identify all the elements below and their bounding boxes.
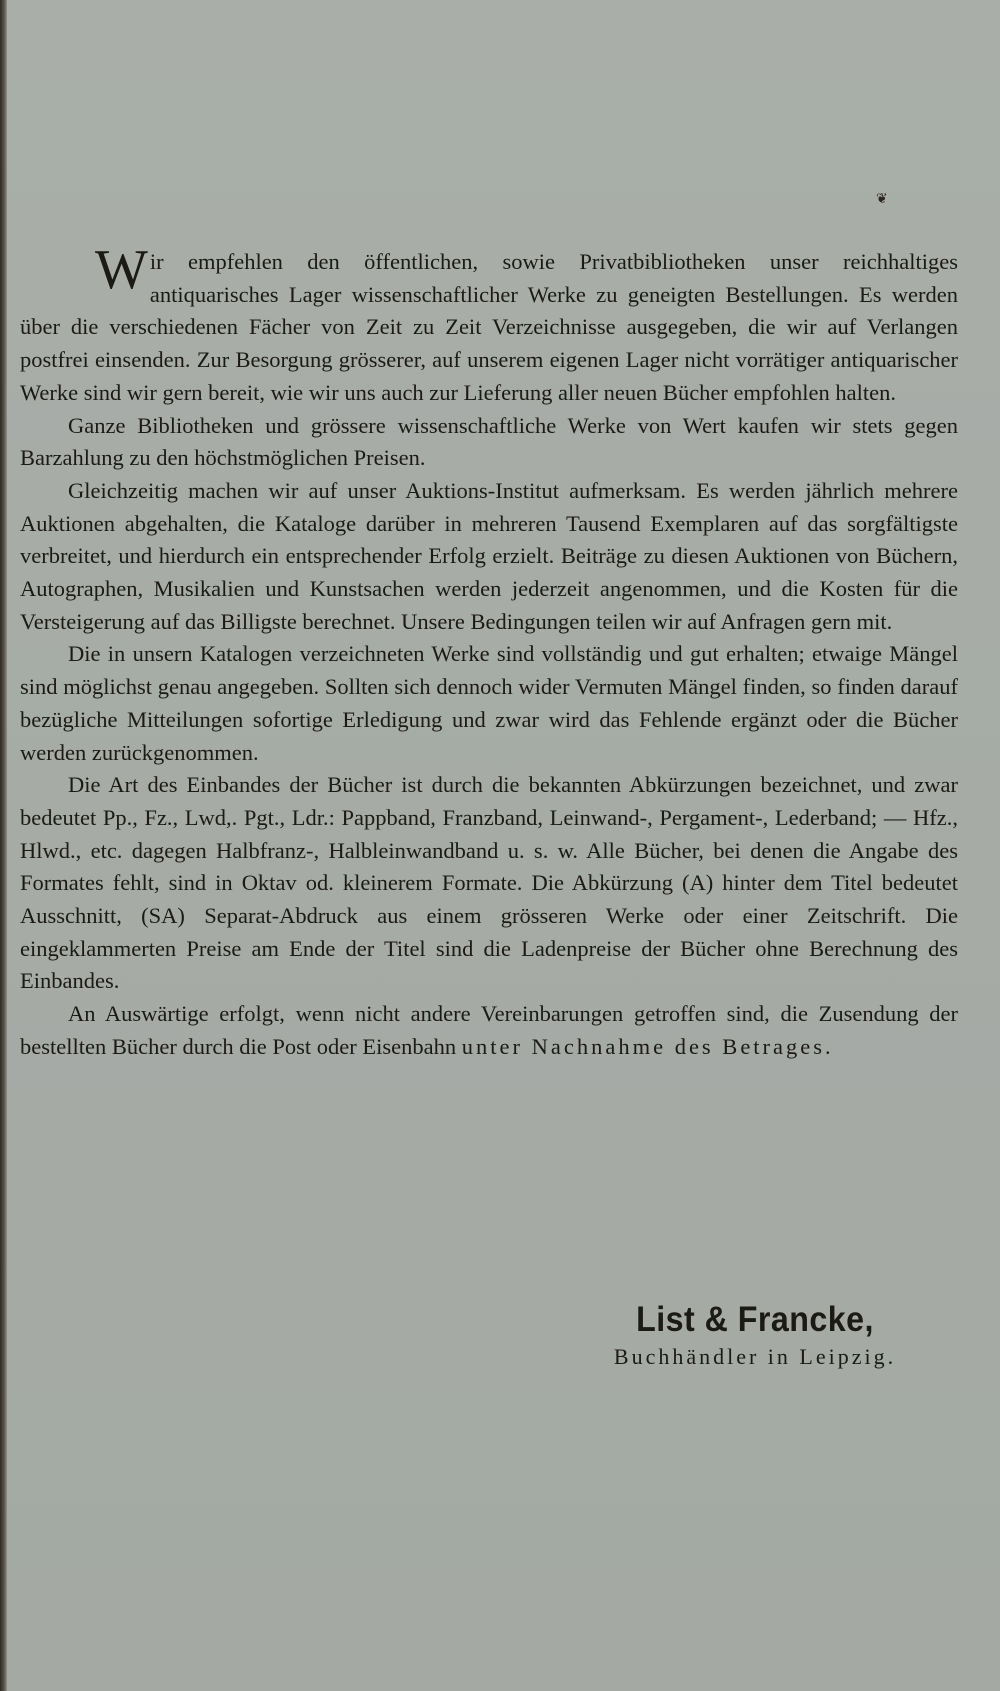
paragraph-6-text: An Auswärtige erfolgt, wenn nicht andere Vereinbarungen getroffen sind, die Zusendung der bestellten Bücher durch die Post oder Eisenbahn	[20, 1001, 958, 1059]
paragraph-3: Gleichzeitig machen wir auf unser Auktions-Institut aufmerksam. Es werden jährlich mehrere Auktionen abgehalten, die Kataloge darüber in mehreren Tausend Exemplaren auf das sorgfältigste verbreitet, und hierdurch ein entsprechender Erfolg erzielt. Beiträge zu diesen Auktionen von Büchern, Autographen, Musikalien und Kunstsachen werden jederzeit angenommen, und die Kosten für die Versteigerung auf das Billigste berechnet. Unsere Bedingungen teilen wir auf Anfragen gern mit.	[20, 477, 958, 634]
paragraph-1	[20, 239, 958, 410]
paragraph-4: Die in unsern Katalogen verzeichneten Werke sind vollständig und gut erhalten; etwaige Mängel sind möglichst genau angegeben. Sollten sich dennoch wider Vermuten Mängel finden, so finden darauf bezügliche Mitteilungen sofortige Erledigung und zwar wird das Fehlende ergänzt oder die Bücher werden zurückgenommen.	[20, 641, 958, 765]
ornament-icon: ❦	[876, 191, 888, 207]
signature-block	[560, 1300, 950, 1372]
paragraph-6-spaced-text: unter Nachnahme des Betrages.	[461, 1033, 834, 1059]
drop-cap: W	[95, 239, 148, 301]
firm-name: List & Francke,	[636, 1300, 874, 1339]
paragraph-2: Ganze Bibliotheken und grössere wissenschaftliche Werke von Wert kaufen wir stets gegen Barzahlung zu den höchstmöglichen Preisen.	[20, 412, 958, 471]
paragraph-6	[20, 998, 958, 1063]
paragraph-5: Die Art des Einbandes der Bücher ist durch die bekannten Abkürzungen bezeichnet, und zwar bedeutet Pp., Fz., Lwd,. Pgt., Ldr.: Pappband, Franzband, Leinwand-, Pergament-, Lederband; — Hfz., Hlwd., etc. dagegen Halbfranz-, Halbleinwandband u. s. w. Alle Bücher, bei denen die Angabe des Formates fehlt, sind in Oktav od. kleinerem Formate. Die Abkürzung (A) hinter dem Titel bedeutet Ausschnitt, (SA) Separat-Abdruck aus einem grösseren Werke oder einer Zeitschrift. Die eingeklammerten Preise am Ende der Titel sind die Ladenpreise der Bücher ohne Berechnung des Einbandes.	[20, 772, 958, 994]
paragraph-1-text: ir empfehlen den öffentlichen, sowie Privatbibliotheken unser reichhaltiges antiquarisches Lager wissenschaftlicher Werke zu geneigten Bestellungen. Es werden über die verschiedenen Fächer von Zeit zu Zeit Verzeichnisse ausgegeben, die wir auf Verlangen postfrei einsenden. Zur Besorgung grösserer, auf unserem eigenen Lager nicht vorrätiger antiquarischer Werke sind wir gern bereit, wie wir uns auch zur Lieferung aller neuen Bücher empfohlen halten.	[20, 249, 958, 405]
binding-edge	[0, 0, 7, 1691]
document-body	[20, 239, 958, 1064]
firm-location: Buchhändler in Leipzig.	[613, 1344, 897, 1369]
